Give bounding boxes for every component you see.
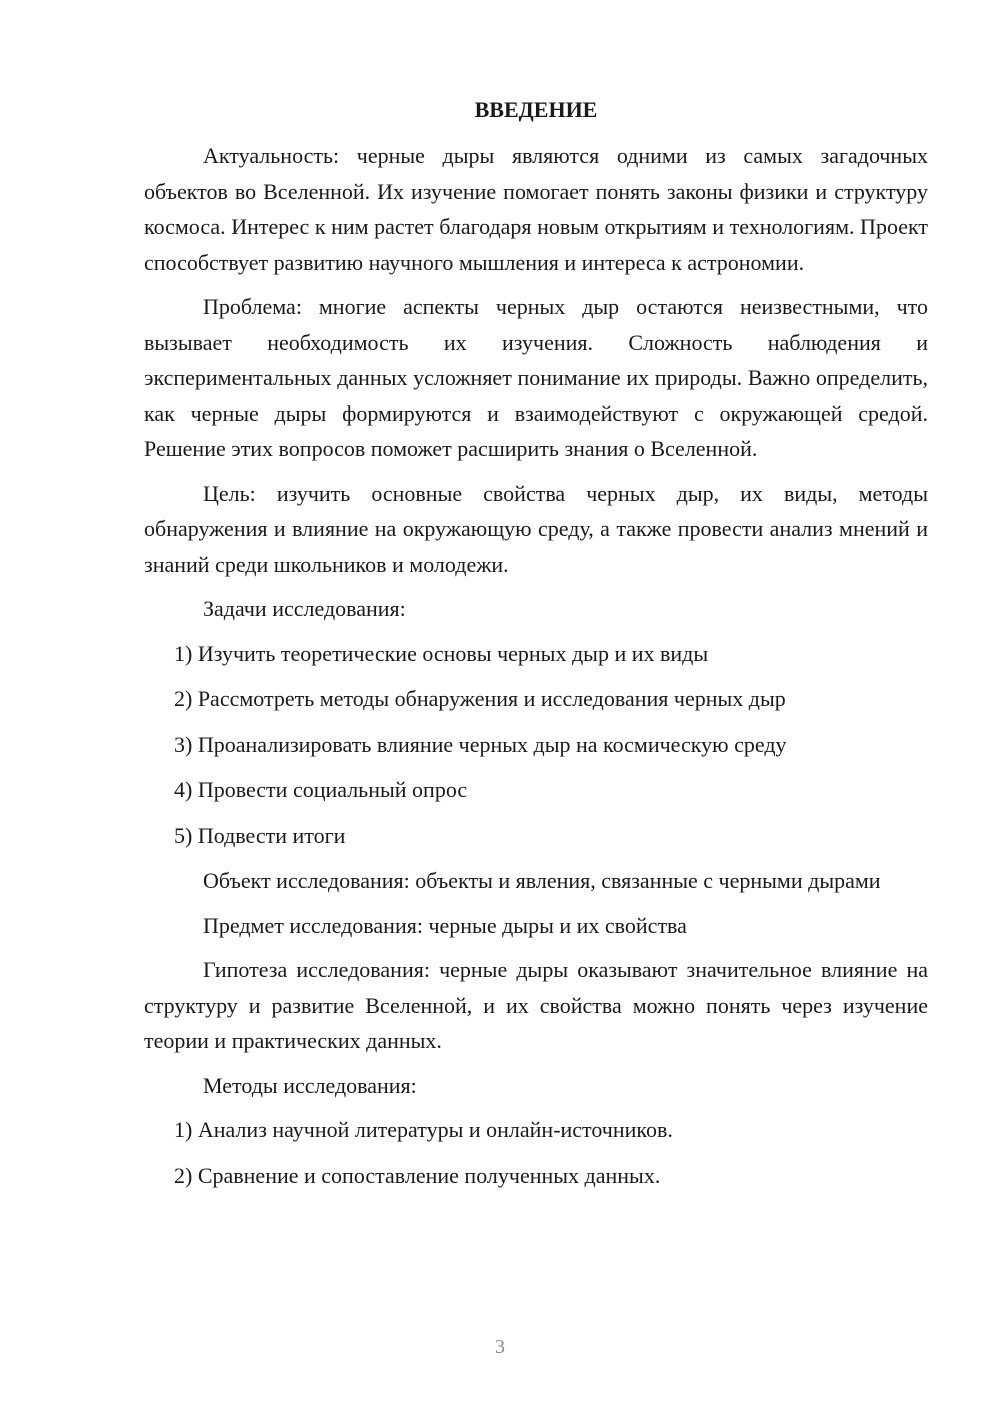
problem-paragraph: Проблема: многие аспекты черных дыр остаются неизвестными, что вызывает необходимость их изучения. Сложность наблюдения и экспериментальных данных усложняет понимание их природы. Важно определить, как черные дыры формируются и взаимодействуют с окружающей средой. Решение этих вопросов поможет расширить знания о Вселенной. [144,294,928,461]
hypothesis-paragraph: Гипотеза исследования: черные дыры оказывают значительное влияние на структуру и развитие Вселенной, и их свойства можно понять через изучение теории и практических данных. [144,957,928,1053]
goal-paragraph: Цель: изучить основные свойства черных дыр, их виды, методы обнаружения и влияние на окружающую среду, а также провести анализ мнений и знаний среди школьников и молодежи. [144,480,928,577]
task-item-3: 3) Проанализировать влияние черных дыр на космическую среду [174,731,787,757]
method-item-2: 2) Сравнение и сопоставление полученных данных. [174,1162,661,1188]
relevance-paragraph: Актуальность: черные дыры являются одними из самых загадочных объектов во Вселенной. Их изучение помогает понять законы физики и структуру космоса. Интерес к ним растет благодаря новым открытиям и технологиям. Проект способствует развитию научного мышления и интереса к астрономии. [144,143,928,275]
task-item-4: 4) Провести социальный опрос [174,777,468,802]
page-title: ВВЕДЕНИЕ [474,97,598,122]
document-page [144,96,928,1203]
tasks-heading: Задачи исследования: [203,596,406,621]
page-number: 3 [495,1336,505,1358]
object-paragraph: Объект исследования: объекты и явления, связанные с черными дырами [203,868,881,893]
task-item-1: 1) Изучить теоретические основы черных дыр и их виды [174,640,709,666]
method-item-1: 1) Анализ научной литературы и онлайн-источников. [174,1117,673,1142]
task-item-5: 5) Подвести итоги [174,822,346,848]
task-item-2: 2) Рассмотреть методы обнаружения и исследования черных дыр [174,686,786,711]
subject-paragraph: Предмет исследования: черные дыры и их свойства [203,912,687,938]
methods-heading: Методы исследования: [203,1072,417,1098]
